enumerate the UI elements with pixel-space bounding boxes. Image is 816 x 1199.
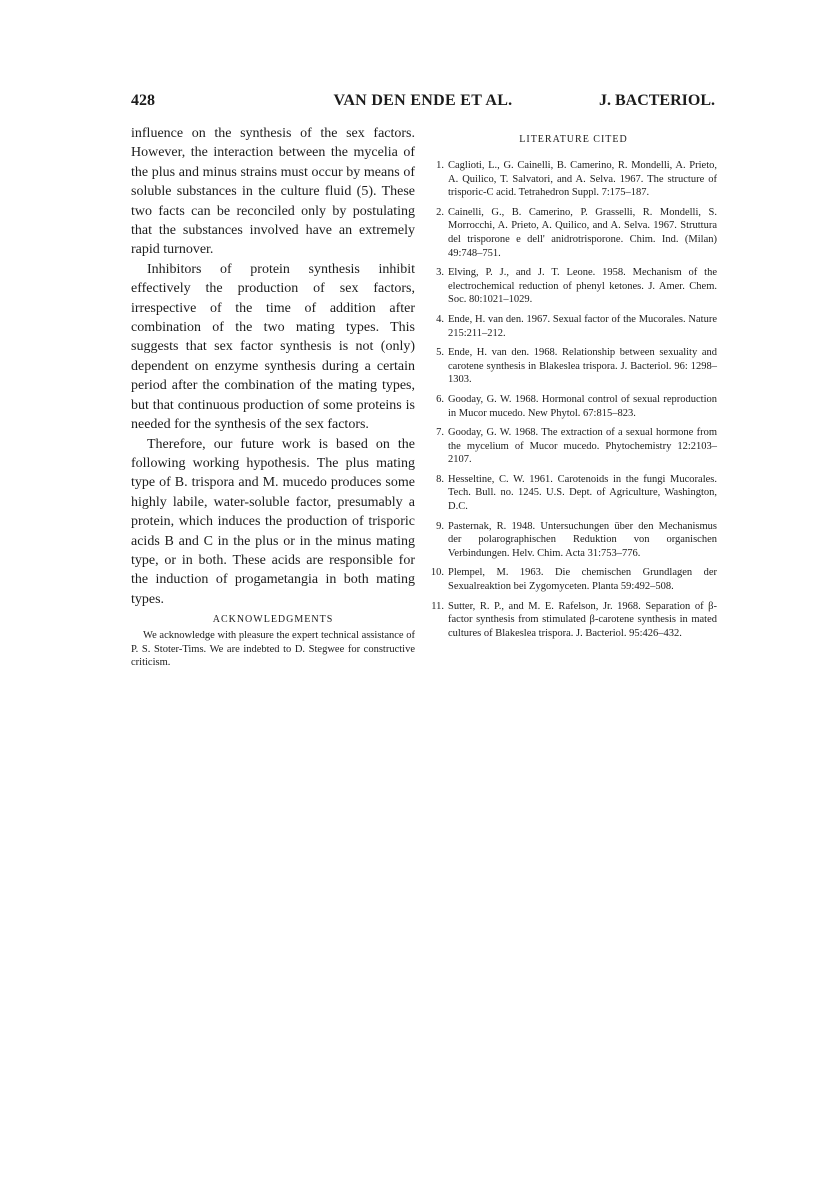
running-header — [131, 92, 715, 112]
reference-item — [430, 206, 717, 260]
reference-text: Gooday, G. W. 1968. The extraction of a sexual hormone from the mycelium of Mucor mucedo. Phytochemistry 12:2103–2107. — [448, 427, 717, 466]
reference-text: Pasternak, R. 1948. Untersuchungen über den Mechanismus der polarographischen Reduktion von organischen Verbindungen. Helv. Chim. Acta 31:753–776. — [448, 520, 717, 559]
paragraph-1: influence on the synthesis of the sex factors. However, the interaction between the mycelia of the plus and minus strains must occur by means of soluble substances in the culture fluid (5). These two facts can be reconciled only by postulating that the substances involved have an extremely rapid turnover. — [131, 126, 415, 258]
reference-number: 8. — [436, 473, 444, 485]
reference-number: 11. — [431, 600, 444, 612]
reference-item — [430, 520, 717, 561]
reference-number: 6. — [436, 393, 444, 405]
page-number: 428 — [131, 92, 155, 109]
running-head-journal: J. BACTERIOL. — [598, 92, 715, 109]
reference-number: 7. — [436, 427, 444, 439]
running-head-authors: VAN DEN ENDE ET AL. — [333, 92, 513, 109]
reference-item — [430, 566, 717, 593]
reference-item — [430, 473, 717, 514]
reference-item — [430, 313, 717, 340]
reference-number: 1. — [436, 160, 444, 171]
reference-text: Caglioti, L., G. Cainelli, B. Camerino, R. Mondelli, A. Prieto, A. Quilico, T. Salvatori, and A. Selva. 1967. The structure of trisporic-C acid. Tetrahedron Suppl. 7:175–187. — [448, 160, 717, 199]
reference-number: 2. — [436, 206, 444, 218]
right-column — [430, 124, 717, 646]
reference-item — [430, 426, 717, 467]
acknowledgments-text: We acknowledge with pleasure the expert technical assistance of P. S. Stoter-Tims. We are indebted to D. Stegwee for constructive criticism. — [131, 630, 415, 669]
reference-text: Cainelli, G., B. Camerino, P. Grasselli, R. Mondelli, S. Morrocchi, A. Prieto, A. Quilico, and A. Selva. 1967. Struttura del trisporone e dell' anidrotrisporone. Chim. Ind. (Milan) 49:748–751. — [448, 206, 717, 259]
reference-text: Sutter, R. P., and M. E. Rafelson, Jr. 1968. Separation of β-factor synthesis from stimulated β-carotene synthesis in mated cultures of Blakeslea trispora. J. Bacteriol. 95:426–432. — [448, 600, 717, 639]
reference-item — [430, 600, 717, 641]
reference-text: Gooday, G. W. 1968. Hormonal control of sexual reproduction in Mucor mucedo. New Phytol. 67:815–823. — [448, 393, 717, 419]
reference-list — [430, 159, 717, 640]
reference-number: 3. — [436, 267, 444, 279]
reference-text: Ende, H. van den. 1967. Sexual factor of the Mucorales. Nature 215:211–212. — [448, 313, 717, 339]
literature-cited-heading: LITERATURE CITED — [519, 134, 628, 145]
reference-item — [430, 346, 717, 387]
reference-text: Hesseltine, C. W. 1961. Carotenoids in the fungi Mucorales. Tech. Bull. no. 1245. U.S. Dept. of Agriculture, Washington, D.C. — [448, 473, 717, 513]
reference-item — [430, 159, 717, 200]
reference-item — [430, 266, 717, 307]
left-column — [131, 124, 415, 670]
paragraph-3: Therefore, our future work is based on the following working hypothesis. The plus mating type of B. trispora and M. mucedo produces some highly labile, water-soluble factor, presumably a protein, which induces the production of trisporic acids B and C in the plus or in the minus mating type, or in both. These acids are responsible for the induction of progametangia in both mating types. — [131, 436, 415, 607]
acknowledgments-heading: ACKNOWLEDGMENTS — [212, 614, 334, 626]
reference-text: Plempel, M. 1963. Die chemischen Grundlagen der Sexualreaktion bei Zygomyceten. Planta 59:492–508. — [448, 567, 717, 593]
reference-text: Elving, P. J., and J. T. Leone. 1958. Mechanism of the electrochemical reduction of phenyl ketones. J. Amer. Chem. Soc. 80:1021–1029. — [448, 267, 717, 306]
reference-number: 9. — [436, 520, 444, 532]
reference-item — [430, 393, 717, 420]
reference-number: 5. — [436, 347, 444, 359]
reference-text: Ende, H. van den. 1968. Relationship between sexuality and carotene synthesis in Blakeslea trispora. J. Bacteriol. 96: 1298–1303. — [448, 347, 717, 386]
paragraph-2: Inhibitors of protein synthesis inhibit effectively the production of sex factors, irrespective of the time of addition after combination of the two mating types. This suggests that sex factor synthesis is not (only) dependent on enzyme synthesis during a certain period after the combination of the mating types, but that continuous production of some proteins is needed for the synthesis of the sex factors. — [131, 261, 415, 433]
reference-number: 10. — [430, 567, 444, 579]
reference-number: 4. — [436, 313, 444, 325]
